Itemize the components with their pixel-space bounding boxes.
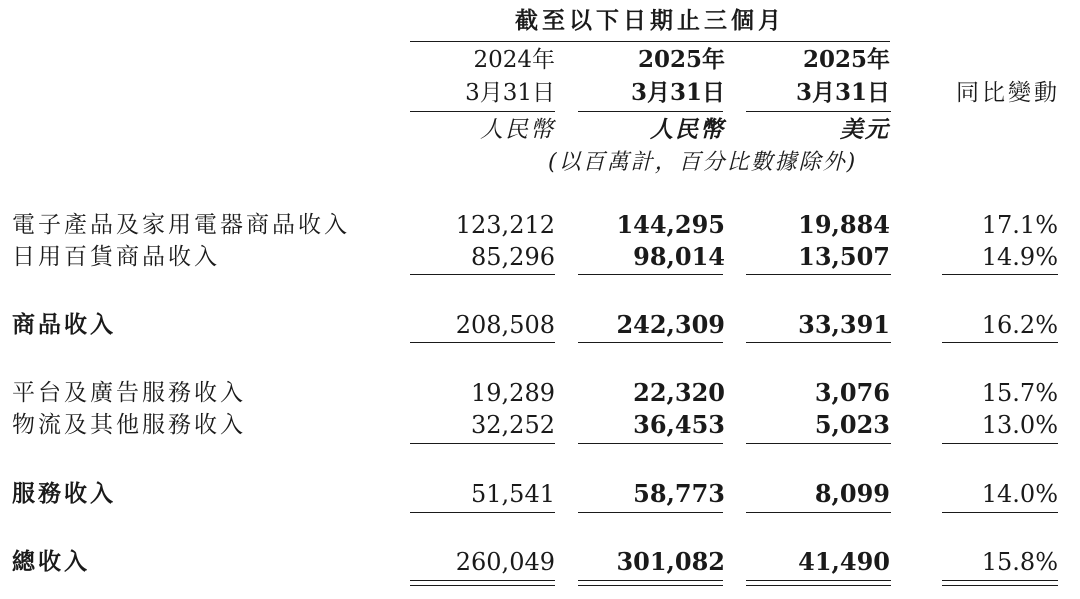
row-value-2025: 242,309 (616, 310, 725, 339)
row-value-usd: 5,023 (814, 410, 890, 439)
total-double-rule (746, 580, 891, 581)
row-value-usd: 3,076 (814, 378, 890, 407)
total-double-rule (578, 580, 723, 581)
yoy-column-title: 同比變動 (956, 80, 1060, 106)
col1-date: 3月31日 (465, 80, 555, 106)
row-label: 商品收入 (12, 311, 116, 338)
row-value-usd: 19,884 (798, 210, 890, 239)
row-value-usd: 13,507 (798, 242, 890, 271)
row-value-yoy: 14.0% (981, 480, 1058, 508)
row-value-2024: 123,212 (455, 211, 555, 239)
row-value-2024: 208,508 (455, 311, 555, 339)
subtotal-rule (410, 342, 555, 343)
row-label: 物流及其他服務收入 (12, 412, 246, 438)
row-label: 總收入 (12, 548, 90, 575)
subtotal-rule (410, 274, 555, 275)
row-label: 平台及廣告服務收入 (12, 380, 246, 406)
subtotal-rule (746, 342, 891, 343)
row-value-2025: 22,320 (633, 378, 725, 407)
row-label: 電子產品及家用電器商品收入 (12, 212, 350, 238)
total-double-rule (942, 585, 1058, 586)
row-value-yoy: 15.8% (981, 548, 1058, 576)
col3-currency: 美元 (840, 116, 890, 143)
row-value-usd: 33,391 (798, 310, 890, 339)
row-value-2024: 51,541 (471, 480, 555, 508)
col3-date: 3月31日 (795, 79, 890, 106)
row-value-2025: 58,773 (633, 479, 725, 508)
subtotal-rule (578, 443, 723, 444)
total-double-rule (410, 580, 555, 581)
row-value-yoy: 16.2% (981, 311, 1058, 339)
row-value-yoy: 15.7% (981, 379, 1058, 407)
row-value-2024: 85,296 (471, 243, 555, 271)
period-title: 截至以下日期止三個月 (515, 7, 785, 34)
row-label: 服務收入 (12, 480, 116, 507)
row-value-2025: 144,295 (616, 210, 725, 239)
row-value-2025: 98,014 (633, 242, 725, 271)
col2-header-rule (578, 111, 723, 112)
subtotal-rule (746, 274, 891, 275)
col2-year: 2025年 (637, 46, 725, 73)
col2-currency: 人民幣 (650, 116, 725, 143)
row-label: 日用百貨商品收入 (12, 244, 220, 270)
subtotal-rule (578, 274, 723, 275)
row-value-yoy: 13.0% (981, 411, 1058, 439)
subtotal-rule (942, 342, 1058, 343)
total-double-rule (578, 585, 723, 586)
row-value-2024: 32,252 (471, 411, 555, 439)
row-value-yoy: 17.1% (981, 211, 1058, 239)
subtotal-rule (942, 512, 1058, 513)
col1-header-rule (410, 111, 555, 112)
total-double-rule (410, 585, 555, 586)
subtotal-rule (578, 512, 723, 513)
subtotal-rule (410, 443, 555, 444)
row-value-yoy: 14.9% (981, 243, 1058, 271)
row-value-2024: 19,289 (471, 379, 555, 407)
subtotal-rule (410, 512, 555, 513)
col2-date: 3月31日 (630, 79, 725, 106)
subtotal-rule (578, 342, 723, 343)
total-double-rule (746, 585, 891, 586)
subtotal-rule (942, 443, 1058, 444)
col1-year: 2024年 (473, 47, 555, 73)
row-value-2025: 301,082 (616, 547, 725, 576)
total-double-rule (942, 580, 1058, 581)
row-value-2025: 36,453 (633, 410, 725, 439)
period-title-rule (410, 41, 890, 42)
row-value-usd: 41,490 (798, 547, 890, 576)
subtotal-rule (746, 512, 891, 513)
subtotal-rule (746, 443, 891, 444)
col3-year: 2025年 (802, 46, 890, 73)
row-value-2024: 260,049 (455, 548, 555, 576)
unit-note: (以百萬計，百分比數據除外) (548, 150, 858, 175)
col3-header-rule (746, 111, 891, 112)
subtotal-rule (942, 274, 1058, 275)
row-value-usd: 8,099 (814, 479, 890, 508)
col1-currency: 人民幣 (480, 117, 555, 143)
